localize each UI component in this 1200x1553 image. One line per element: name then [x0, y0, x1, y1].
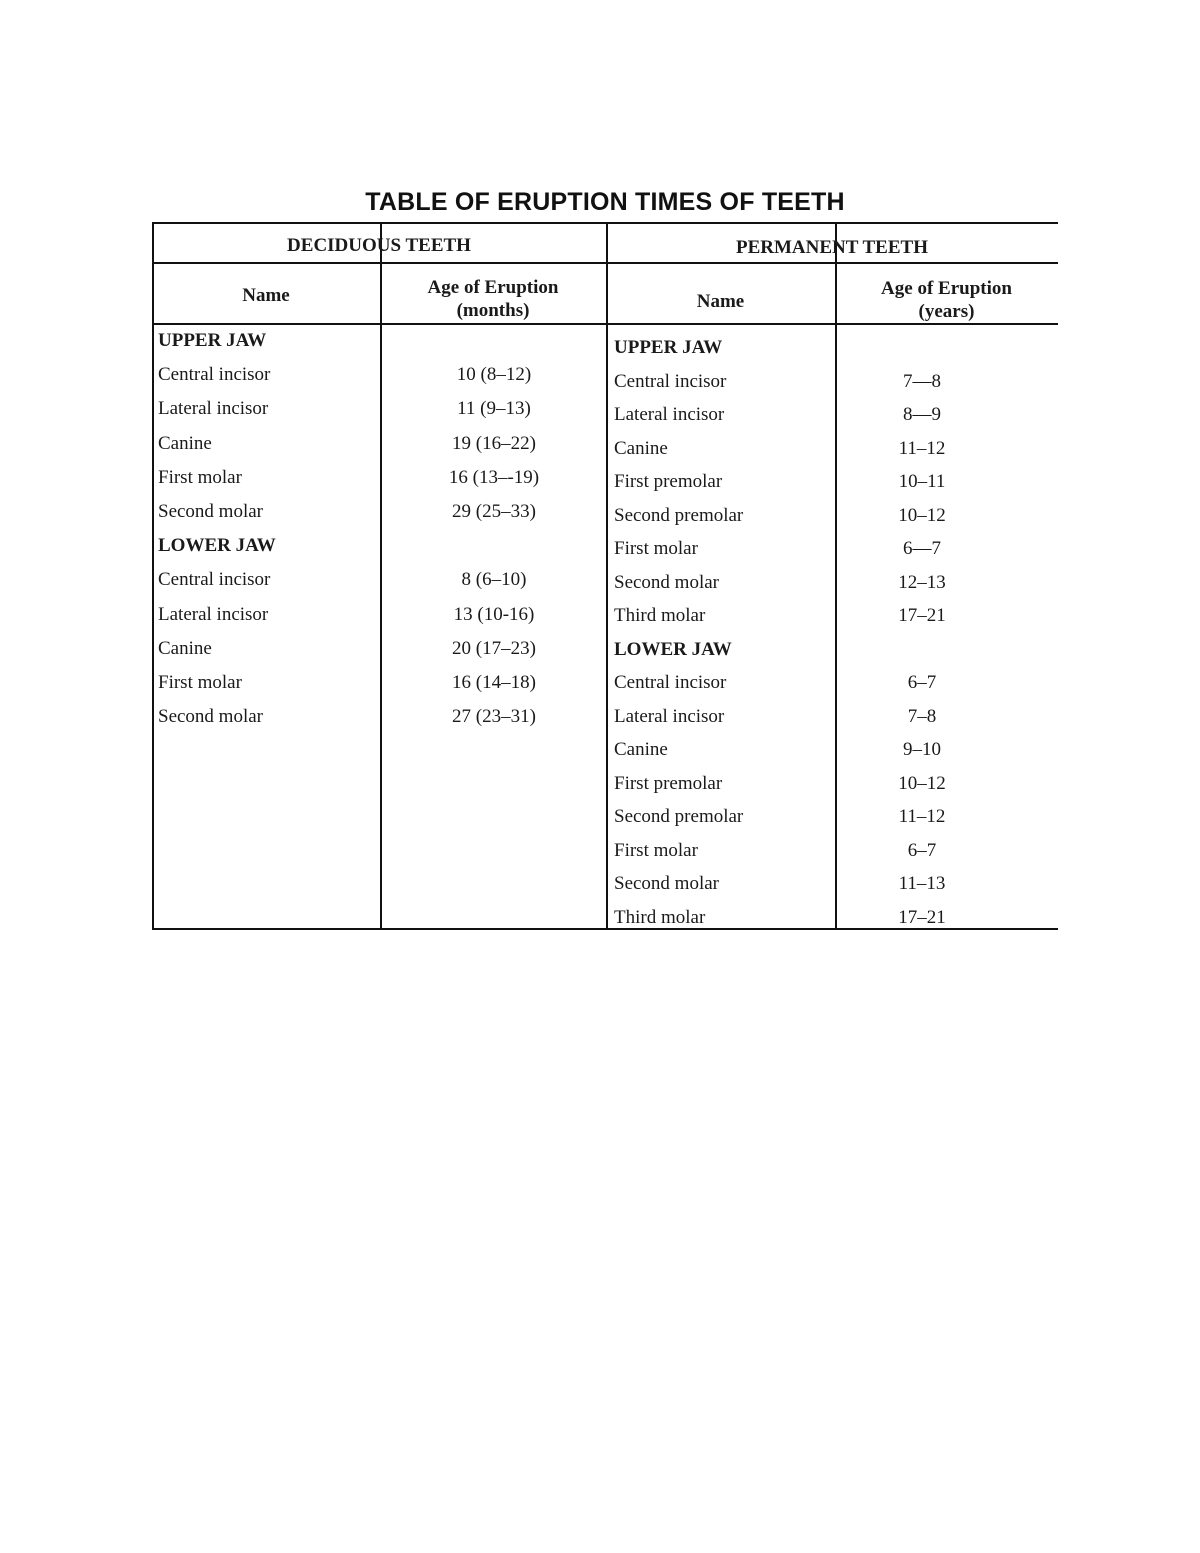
permanent-eruption-age: 17–21: [898, 605, 946, 626]
permanent-tooth-name: Canine: [614, 739, 668, 760]
deciduous-tooth-name: Second molar: [158, 501, 264, 522]
permanent-tooth-name: Third molar: [614, 605, 706, 626]
permanent-eruption-age: 6—7: [903, 538, 941, 559]
permanent-eruption-age: 12–13: [898, 571, 946, 593]
permanent-eruption-age: 11–12: [898, 806, 946, 827]
deciduous-eruption-age: 19 (16–22): [452, 432, 536, 454]
deciduous-tooth-name: Second molar: [158, 706, 264, 728]
permanent-eruption-age: 7–8: [907, 705, 937, 727]
permanent-eruption-age: 11–13: [898, 873, 946, 894]
permanent-tooth-name: Second molar: [614, 571, 720, 593]
permanent-tooth-name: Central incisor: [614, 370, 727, 392]
row-divider: [152, 323, 1058, 325]
permanent-name-header: Name: [696, 291, 745, 312]
row-divider: [152, 262, 1058, 264]
deciduous-eruption-age: 27 (23–31): [452, 706, 536, 728]
permanent-eruption-age: 9–10: [903, 739, 941, 760]
deciduous-tooth-name: Canine: [158, 432, 212, 454]
deciduous-tooth-name: Canine: [158, 637, 212, 659]
deciduous-eruption-age: 10 (8–12): [456, 364, 532, 386]
deciduous-age-header: [380, 276, 606, 322]
deciduous-eruption-age: 11 (9–13): [457, 398, 531, 420]
column-divider: [380, 222, 382, 930]
permanent-eruption-age: 6–7: [907, 839, 937, 861]
permanent-tooth-name: Second premolar: [614, 806, 744, 827]
deciduous-name-header: Name: [242, 285, 290, 306]
permanent-tooth-name: First premolar: [614, 471, 723, 492]
deciduous-eruption-age: 16 (14–18): [452, 672, 536, 693]
permanent-eruption-age: 11–12: [898, 437, 946, 459]
permanent-eruption-age: 10–11: [898, 471, 946, 492]
permanent-tooth-name: First molar: [614, 538, 698, 559]
permanent-tooth-name: Third molar: [614, 906, 706, 928]
permanent-age-header-line2: (years): [918, 301, 975, 322]
permanent-heading: PERMANENT TEETH: [736, 237, 928, 258]
column-divider: [606, 222, 608, 930]
permanent-tooth-name: First premolar: [614, 772, 723, 794]
deciduous-tooth-name: First molar: [158, 672, 242, 693]
deciduous-tooth-name: Central incisor: [158, 364, 271, 386]
deciduous-section-label: UPPER JAW: [158, 330, 267, 351]
permanent-tooth-name: Second molar: [614, 873, 720, 894]
permanent-eruption-age: 8—9: [903, 404, 941, 425]
permanent-age-header-line1: Age of Eruption: [881, 278, 1012, 299]
permanent-eruption-age: 10–12: [898, 504, 946, 526]
permanent-eruption-age: 7—8: [903, 370, 941, 392]
permanent-tooth-name: Lateral incisor: [614, 705, 725, 727]
permanent-age-header: [835, 277, 1058, 323]
permanent-eruption-age: 17–21: [898, 906, 946, 928]
permanent-eruption-age: 6–7: [907, 672, 937, 693]
table-title: TABLE OF ERUPTION TIMES OF TEETH: [365, 188, 845, 216]
permanent-tooth-name: Lateral incisor: [614, 404, 725, 425]
deciduous-eruption-age: 16 (13–-19): [448, 466, 540, 488]
deciduous-tooth-name: Central incisor: [158, 569, 271, 591]
deciduous-tooth-name: First molar: [158, 466, 242, 488]
deciduous-age-header-line2: (months): [456, 300, 530, 321]
deciduous-eruption-age: 20 (17–23): [452, 637, 536, 659]
permanent-tooth-name: Second premolar: [614, 504, 744, 526]
deciduous-eruption-age: 29 (25–33): [452, 501, 536, 522]
deciduous-eruption-age: 13 (10-16): [453, 603, 535, 625]
permanent-tooth-name: Central incisor: [614, 672, 727, 693]
permanent-tooth-name: Canine: [614, 437, 668, 459]
permanent-tooth-name: First molar: [614, 839, 698, 861]
deciduous-tooth-name: Lateral incisor: [158, 603, 269, 625]
permanent-section-label: LOWER JAW: [614, 638, 732, 660]
deciduous-eruption-age: 8 (6–10): [461, 569, 527, 591]
permanent-eruption-age: 10–12: [898, 772, 946, 794]
deciduous-section-label: LOWER JAW: [158, 535, 276, 557]
deciduous-age-header-line1: Age of Eruption: [427, 277, 559, 298]
deciduous-tooth-name: Lateral incisor: [158, 398, 269, 420]
permanent-section-label: UPPER JAW: [614, 337, 723, 358]
deciduous-heading: DECIDUOUS TEETH: [287, 235, 471, 256]
